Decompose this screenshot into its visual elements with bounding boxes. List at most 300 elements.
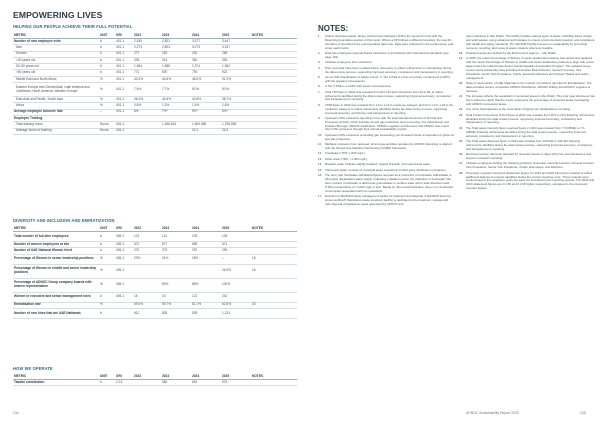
value-cell: 382 <box>191 57 221 63</box>
column-header: GRI <box>115 224 133 232</box>
notes-column-right <box>459 35 595 193</box>
value-cell: 7.7% <box>161 83 191 97</box>
value-cell: 121 <box>161 232 191 242</box>
column-header: NOTES <box>251 224 297 232</box>
value-cell <box>251 292 297 302</box>
value-cell: 3,447 <box>221 39 251 45</box>
value-cell: 405-1 <box>115 248 133 254</box>
note-number: 20. <box>459 81 464 86</box>
value-cell: 405-1 <box>115 232 133 242</box>
note-item <box>459 153 595 161</box>
value-cell <box>251 380 297 386</box>
note-text: In 2025, the metric Percentage of Women in senior leadership positions was retired and replaced with the metric Percentage of Women in middle and senior leadership positions to align with a new target under the UAE Private Sector Gender Equality Acceleration Program. The updated scope covers senior leadership roles including Executive Board Director, General Counsel, Vice Presidents, Senior Vice Presidents, Chiefs, Executive Directors and Division Heads and senior management. <box>466 56 594 80</box>
value-cell: 18% <box>191 254 221 264</box>
note-item <box>318 163 454 167</box>
value-cell: 677 <box>161 242 191 248</box>
value-cell: 922 <box>221 70 251 76</box>
value-cell: 353 <box>221 57 251 63</box>
metric-cell: Takaful contribution <box>13 380 99 386</box>
value-cell: 16 <box>161 292 191 302</box>
value-cell: 24.3 <box>221 128 251 134</box>
column-header: 2025 <box>221 372 251 380</box>
note-number: 25. <box>459 139 464 143</box>
value-cell: 62.8% <box>221 302 251 308</box>
metric-cell: Total training hours <box>13 122 99 128</box>
note-text: Any minor discrepancies in the summation of figures are attributable to rounding. <box>466 107 571 112</box>
value-cell: 100% <box>221 278 251 292</box>
note-item <box>318 134 454 142</box>
page-title: EMPOWERING LIVES <box>13 10 103 20</box>
value-cell: % <box>99 278 115 292</box>
table-row <box>13 254 297 264</box>
section-heading-diversity: DIVERSITY AND INCLUSION AND EMIRATIZATION <box>13 218 115 223</box>
note-text: Methane emissions from upstream oil and gas activities operated by ADNOC Reporting is aligned with the Oil and Gas Methane Partnership (OGMP) framework. <box>325 142 452 151</box>
note-item <box>318 117 454 132</box>
value-cell: # <box>99 70 115 76</box>
column-header: 2022 <box>133 372 161 380</box>
metric-cell: East Asia and Pacific, South Asia <box>13 97 99 103</box>
value-cell: # <box>99 248 115 254</box>
value-cell: 401-1 <box>115 70 133 76</box>
note-number: 21. <box>459 94 464 99</box>
note-item <box>459 127 595 139</box>
table-row <box>13 264 297 278</box>
note-number: 13. <box>318 156 323 161</box>
notes-title: NOTES: <box>318 24 349 33</box>
value-cell: 826 <box>161 308 191 318</box>
metric-cell: Percentage of Women in senior leadership positions <box>13 254 99 264</box>
value-cell: – <box>99 109 115 115</box>
note-text: Third-party water consists of municipal water supplies from third-party distribution companies. <box>325 167 447 172</box>
column-header: 2025 <box>221 31 251 39</box>
note-item <box>318 158 454 162</box>
note-text: As per IMF classification of safety events: 4. Tier 1 PSE is a loss of primary containment (LOPC) with the greatest consequence. <box>325 74 451 83</box>
note-text: Includes employees holding the following positions: Associate, General Counsel, General Counsel, Vice Presidents, Senior Vice Presidents, Chiefs, Executives, and Directors. <box>466 161 595 170</box>
note-number: 15. <box>318 167 323 172</box>
metric-cell: >50 years old <box>13 70 99 76</box>
column-header: 2024 <box>191 224 221 232</box>
value-cell: % <box>99 254 115 264</box>
value-cell: 1.3% <box>161 103 191 109</box>
note-text: TRIR figure in 2022 was restated from 1.0 to 1.13 in employee category and from 1.0 to 1.25 in the contractor category to reflect refinements identified during the data review process, supporting improved accuracy, consistency and transparency in reporting. <box>325 102 454 115</box>
value-cell: 672 <box>133 242 161 248</box>
note-item <box>459 172 595 191</box>
value-cell: % <box>99 97 115 103</box>
note-item <box>318 143 454 151</box>
column-header: 2022 <box>133 224 161 232</box>
page-number-right: 135 <box>580 411 586 415</box>
note-number <box>459 35 466 50</box>
metric-cell: Eastern Europe and Central Asia, Latin America and Caribbean, North America, Western Europe <box>13 83 99 97</box>
note-number: 16. <box>318 173 323 178</box>
value-cell <box>133 128 161 134</box>
value-cell: 26.9% <box>221 264 251 278</box>
note-number: 26. <box>459 152 464 157</box>
value-cell: 85% <box>191 278 221 292</box>
table-header-row <box>13 224 297 232</box>
value-cell: 405-1 <box>115 254 133 264</box>
note-item <box>318 91 454 103</box>
value-cell: 314 <box>161 57 191 63</box>
note-number: 24. <box>459 125 464 130</box>
value-cell: 120 <box>191 232 221 242</box>
value-cell: 2,530 <box>133 39 161 45</box>
value-cell: 242 <box>221 292 251 302</box>
value-cell: 404-1 <box>115 128 133 134</box>
value-cell: 1,798,268 <box>221 122 251 128</box>
value-cell: 5%* <box>191 109 221 115</box>
table-header-row <box>13 31 297 39</box>
note-number: 6. <box>318 84 321 89</box>
value-cell: # <box>99 242 115 248</box>
value-cell: 1,588 <box>161 64 191 70</box>
column-header: 2023 <box>161 31 191 39</box>
metric-cell: Africa <box>13 103 99 109</box>
value-cell: 46.4% <box>133 97 161 103</box>
table-row <box>13 278 297 292</box>
note-number: 7. <box>318 89 321 94</box>
table-header-row <box>13 372 297 380</box>
note-text: Includes employees and contractors. <box>325 60 373 65</box>
note-item <box>459 140 595 152</box>
value-cell: # <box>99 45 115 51</box>
column-header: 2025 <box>221 224 251 232</box>
value-cell: 59.0% <box>133 302 161 308</box>
value-cell: # <box>99 64 115 70</box>
value-cell: 297 <box>191 248 221 254</box>
metric-cell: Women in executive and senior management roles <box>13 292 99 302</box>
value-cell: 6% <box>133 109 161 115</box>
section-heading-human-rights: HOW WE OPERATE <box>13 366 53 371</box>
value-cell: – <box>221 254 251 264</box>
note-text: other industries in Abu Dhabi. This facility handles various types of waste, including liquid, sludge, and solid wastes, using advanced technologies to ensure environmental protection and compliance with health and safety standards. The MAJDAH facility focuses on sustainability by promoting recovery, recycling, and reuse of waste streams whenever feasible. <box>466 34 595 50</box>
note-item <box>459 35 595 50</box>
note-item <box>318 52 454 60</box>
value-cell: 15 <box>251 254 297 264</box>
value-cell: 8.0% <box>191 83 221 97</box>
metric-cell: Women <box>13 51 99 57</box>
note-text: The Total waste intensity figure reported figure in 2024 was restated from 7.5 (t/BOE) to 7.6 (t/BOE) following refinements identified during the data review process, supporting improved accuracy, consistency and transparency in reporting. <box>466 125 586 138</box>
metric-cell: Number of new employee exits <box>13 39 99 45</box>
note-item <box>318 85 454 89</box>
value-cell: # <box>99 39 115 45</box>
value-cell: 46.0% <box>191 76 221 82</box>
column-header: METRIC <box>13 31 99 39</box>
value-cell: 8.0% <box>221 83 251 97</box>
note-text: Other water (TDS: >1,000 mg/L). <box>325 156 368 161</box>
column-header: 2022 <box>133 31 161 39</box>
value-cell: 290 <box>221 248 251 254</box>
value-cell <box>115 308 133 318</box>
value-cell: 976 <box>221 380 251 386</box>
note-number: 28. <box>459 170 464 175</box>
value-cell: 1.6% <box>221 103 251 109</box>
value-cell: 61.1% <box>191 302 221 308</box>
value-cell <box>161 264 191 278</box>
note-text: The prior year freshwater withdrawal figures reported as a proportion of freshwater withdrawals to third-party desalination water supply. Following a detailed review, the indication of freshwater has been revised. Freshwater is defined as groundwater or surface water with a total dissolved solid (TDS) concentration of <1,000 mg/L or less. Based on this revised definition, there is no freshwater consumption associated with our operations. <box>325 173 454 193</box>
note-number: 22. <box>459 107 464 112</box>
metric-cell: Number of women employees at site <box>13 242 99 248</box>
value-cell: # <box>99 308 115 318</box>
value-cell: 20 <box>251 302 297 308</box>
metric-cell: Percentage of ADNOC Group company boards with women representation <box>13 278 99 292</box>
value-cell: 404-1 <box>115 122 133 128</box>
value-cell: 612 <box>133 308 161 318</box>
value-cell <box>251 232 297 242</box>
report-title-footer: ADNOC Sustainability Report 2025 <box>466 411 519 415</box>
value-cell: % <box>99 76 115 82</box>
note-number: 3. <box>318 60 321 65</box>
note-item <box>318 152 454 156</box>
value-cell: 266 <box>221 51 251 57</box>
value-cell: 3,073 <box>191 45 221 51</box>
metric-cell: Total number of full-time employees <box>13 232 99 242</box>
note-item <box>459 82 595 94</box>
column-header: UNIT <box>99 372 115 380</box>
value-cell: 20% <box>133 254 161 264</box>
value-cell: 539 <box>191 308 221 318</box>
value-cell: Hours <box>99 128 115 134</box>
note-number: 18. <box>459 50 464 55</box>
note-number: 8. <box>318 102 321 107</box>
note-text: Freshwater (TDS: 1,000 mg/L). <box>325 151 366 156</box>
note-item <box>318 174 454 193</box>
note-item <box>318 35 454 50</box>
table-row <box>13 232 297 242</box>
column-header: NOTES <box>251 31 297 39</box>
value-cell: % <box>99 302 115 308</box>
value-cell: 401-1 <box>115 51 133 57</box>
value-cell <box>133 264 161 278</box>
value-cell: 790 <box>191 70 221 76</box>
metric-cell: Number of UAE National Women hired <box>13 248 99 254</box>
value-cell: 401-1 <box>115 39 133 45</box>
value-cell: 42.8% <box>191 97 221 103</box>
table-row <box>13 83 297 97</box>
note-item <box>459 108 595 112</box>
value-cell: 401-1 <box>115 103 133 109</box>
table-row <box>13 128 297 134</box>
value-cell: 252 <box>191 51 221 57</box>
metric-cell: Average employee turnover rate <box>13 109 99 115</box>
value-cell: 277 <box>133 51 161 57</box>
note-text: Ratio of total number of UAE Nationals to the number of positions reported for Emiratization. The data excludes service companies ADNOC Distribution, ADNOC Drilling and ADNOC Logistics & Services. <box>466 81 592 93</box>
column-header: NOTES <box>251 372 297 380</box>
column-header: 2023 <box>161 224 191 232</box>
value-cell: 279 <box>161 248 191 254</box>
metric-cell: 30–50 years old <box>13 64 99 70</box>
note-item <box>459 114 595 126</box>
value-cell <box>133 278 161 292</box>
note-number: 9. <box>318 115 321 120</box>
table-row <box>13 292 297 302</box>
value-cell: 0.8% <box>133 103 161 109</box>
value-cell: # <box>99 51 115 57</box>
value-cell: 2,603 <box>161 45 191 51</box>
note-number: 2. <box>318 50 321 55</box>
column-header: UNIT <box>99 224 115 232</box>
value-cell: 44.6% <box>161 97 191 103</box>
page-number-left: 134 <box>13 411 19 415</box>
value-cell: 689 <box>191 242 221 248</box>
metric-cell: <30 years old <box>13 57 99 63</box>
value-cell <box>133 380 161 386</box>
column-header: UNIT <box>99 31 115 39</box>
note-text: Prior year data have been restated where necessary to reflect refinements in methodology during the data review process, supporting improved accuracy, consistency and transparency in reporting. <box>325 65 454 74</box>
value-cell: 51.2% <box>221 76 251 82</box>
value-cell <box>251 83 297 97</box>
note-number: 5. <box>318 74 321 79</box>
section-heading-helping: HELPING OUR PEOPLE ACHIEVE THEIR FULL POTENTIAL <box>13 24 133 29</box>
value-cell <box>251 128 297 134</box>
value-cell: 771 <box>133 70 161 76</box>
note-text: Upstream GHG emissions reporting in line with the international divestment of Oil and Gas Processes (IOGP), which includes oil and gas production and processing. Our downstream unit includes Borouge, ADNOC Distribution, ADNOC Logistics and Services and ADNOC Gas report their GHG emissions through their annual sustainability reports. <box>325 115 450 132</box>
value-cell: # <box>99 380 115 386</box>
metric-cell: Emiratization rate <box>13 302 99 308</box>
value-cell: 401-1 <box>115 76 133 82</box>
note-text: Brackish water includes slightly brackish, treated brackish, and reproduced water. <box>325 162 431 167</box>
note-number: 4. <box>318 65 321 70</box>
value-cell: 920 <box>161 70 191 76</box>
value-cell: 401-1 <box>115 64 133 70</box>
note-text: A Tier 2 PSE is a LOPC with lesser consequences. <box>325 84 392 89</box>
note-item <box>318 76 454 84</box>
value-cell: 671 <box>221 242 251 248</box>
value-cell: 2,273 <box>133 45 161 51</box>
note-item <box>318 61 454 65</box>
note-number: 1. <box>318 34 321 38</box>
note-number: 11. <box>318 142 322 147</box>
note-item <box>318 195 454 207</box>
column-header: GRI <box>115 31 133 39</box>
note-text: Data has undergone external limited assurance in accordance with international standards (see page 151). <box>325 50 449 59</box>
value-cell: 20.1 <box>191 128 221 134</box>
note-number: 23. <box>459 112 464 117</box>
metric-cell: Men <box>13 45 99 51</box>
value-cell: 121 <box>191 292 221 302</box>
value-cell: 7%* <box>161 109 191 115</box>
value-cell: 253 <box>161 51 191 57</box>
note-text: Direction to MAJDAH waste management facility for treatment and disposal. A MAJDAH licenced known as BeAH (hazardous waste treatment facility) is dedicated to the treatment, storage and safe disposal of hazardous waste generated by ADNOC and <box>325 194 451 206</box>
note-number: 19. <box>459 56 464 61</box>
value-cell: 1,484 <box>133 64 161 70</box>
value-cell: 1,669,068 <box>191 122 221 128</box>
value-cell: 279 <box>133 248 161 254</box>
value-cell: 1,374 <box>191 64 221 70</box>
note-text: Protected areas are defined by the Environment Agency – Abu Dhabi. <box>466 50 557 55</box>
note-text: Total TRI figure in 2022 was restated from 82 to 84 and contractors from 62 to 66; to reflect refinements identified during the data review process, supporting improved accuracy, consistency and transparency in reporting. <box>325 89 452 102</box>
value-cell: Hours <box>99 122 115 128</box>
note-item <box>459 95 595 107</box>
value-cell: 405-1 <box>115 292 133 302</box>
value-cell: # <box>99 57 115 63</box>
value-cell: # <box>99 232 115 242</box>
value-cell: 121 <box>133 232 161 242</box>
value-cell: 380 <box>161 380 191 386</box>
note-number: 12. <box>318 151 323 156</box>
value-cell: 335 <box>133 57 161 63</box>
table-row <box>13 380 297 386</box>
value-cell: 2-16 <box>115 380 133 386</box>
value-cell: 405-1 <box>115 278 133 292</box>
column-header: METRIC <box>13 224 99 232</box>
column-header: GRI <box>115 372 133 380</box>
note-text: The increase reflects the separation of protected areas in Abu Dhabi. This prior-year disclosure has been refined to clarify that the metric represents the percentage of protected areas overlapping with ADNOC concession areas. <box>466 94 595 106</box>
value-cell: 15 <box>133 292 161 302</box>
value-cell: 1,362 <box>221 64 251 70</box>
note-text: Unless otherwise stated, all key performance indicators (KPIs) are reported in line with the Reporting boundaries section of this report. Where a KPI follows a different boundary, the specific boundary is specified in the corresponding data note. Data were collected for the performance year under each metric. <box>325 34 454 50</box>
value-cell <box>251 278 297 292</box>
note-text: Decimal precision has been adjusted for selected metrics to align with prior year disclosures and support consistent reporting. <box>466 152 592 160</box>
note-number: 17. <box>318 194 323 199</box>
note-text: Total Carbon Increments (CO2) figure in 2024 was restated from 26.5 to 26.6 following refinements identified during the data review process, supporting improved accuracy, consistency and transparency in reporting. <box>466 112 595 125</box>
value-cell: 1,268,524 <box>161 122 191 128</box>
diversity-table <box>13 224 297 319</box>
value-cell: # <box>99 292 115 302</box>
note-item <box>459 162 595 170</box>
note-item <box>318 169 454 173</box>
note-item <box>459 52 595 56</box>
value-cell: 38.7% <box>221 97 251 103</box>
value-cell: 405-1 <box>115 264 133 278</box>
value-cell: 1,124 <box>221 308 251 318</box>
value-cell: 16 <box>251 264 297 278</box>
column-header: METRIC <box>13 372 99 380</box>
metric-cell: Number of new hires that are UAE Nationals <box>13 308 99 318</box>
metric-cell: Percentage of Women in middle and senior leadership positions <box>13 264 99 278</box>
value-cell: 59.7% <box>161 302 191 308</box>
value-cell <box>191 264 221 278</box>
value-cell: 401-1 <box>115 97 133 103</box>
notes-column-left <box>318 35 454 208</box>
value-cell: 640 <box>191 380 221 386</box>
value-cell: 1.4% <box>191 103 221 109</box>
value-cell: 405-1 <box>115 242 133 248</box>
note-text: Previously reported emissions abatement figures for 2023 and 2024 have been restated to reflect additional abatement projects identified during the current reporting cycle. These projects were implemented in the respective years but were not included in prior reporting periods. The 2023 and 2024 abatement figures are 0.1 Mt and 0.2 Mt higher respectively, compared to the previously reported figures. <box>466 170 595 191</box>
value-cell: 80% <box>161 278 191 292</box>
value-cell: 401-1 <box>115 83 133 97</box>
value-cell: 401-1 <box>115 109 133 115</box>
column-header: 2024 <box>191 372 221 380</box>
value-cell: 2,822 <box>161 39 191 45</box>
value-cell: 7.6% <box>133 83 161 97</box>
value-cell: 21% <box>161 254 191 264</box>
note-number: 27. <box>459 161 464 166</box>
human-rights-table <box>13 372 297 386</box>
column-header: 2023 <box>161 372 191 380</box>
column-header: 2024 <box>191 31 221 39</box>
value-cell: 401-1 <box>115 45 133 51</box>
value-cell: % <box>99 103 115 109</box>
value-cell: 401-1 <box>115 57 133 63</box>
note-item <box>318 67 454 75</box>
metric-cell: Middle East and North Africa <box>13 76 99 82</box>
table-row <box>13 308 297 318</box>
note-text: Upstream GHG emissions (excluding gas processing) per thousand barrel of equivalent of gross oil and gas production. <box>325 132 454 141</box>
value-cell <box>251 308 297 318</box>
value-cell: % <box>99 83 115 97</box>
note-number: 10. <box>318 132 323 137</box>
note-text: The Total waste disposed figure in 2024 was restated from 109,940 to 109,440 following refinements identified during the data review process, supporting improved accuracy, consistency and transparency in reporting. <box>466 139 593 151</box>
value-cell <box>161 128 191 134</box>
value-cell: 125 <box>221 232 251 242</box>
metric-cell: Average hours of training <box>13 128 99 134</box>
value-cell: 3,377 <box>191 39 221 45</box>
value-cell: 5%* <box>221 109 251 115</box>
note-number: 14. <box>318 162 323 167</box>
value-cell: 44.6% <box>161 76 191 82</box>
value-cell: % <box>99 264 115 278</box>
